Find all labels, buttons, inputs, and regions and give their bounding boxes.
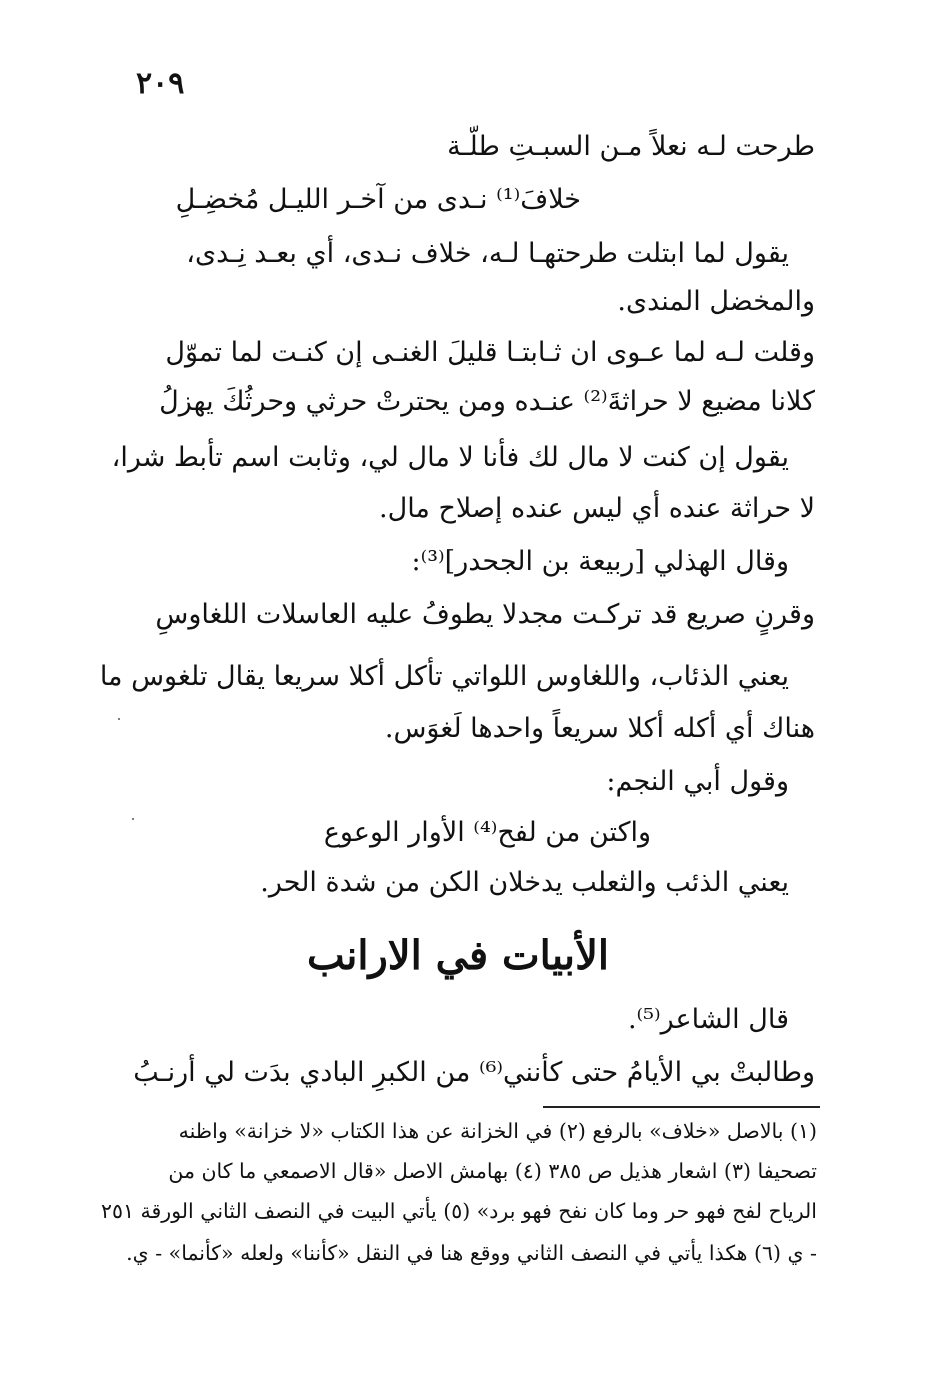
prose-line: يعني الذئاب، واللغاوس اللواتي تأكل أكلا سريعا يقال تلغوس ما	[99, 661, 789, 692]
prose-line: يقول لما ابتلت طرحتهـا لـه، خلاف نـدى، أي بعـد نِـدى،	[186, 238, 789, 269]
verse-line: وقرنٍ صريع قد تركـت مجدلا يطوفُ عليه العاسلات اللغاوسِ	[155, 599, 815, 630]
prose-line: لا حراثة عنده أي ليس عنده إصلاح مال.	[379, 493, 815, 524]
footnote-line: تصحيفا (٣) اشعار هذيل ص ٣٨٥ (٤) بهامش الاصل «قال الاصمعي ما كان من	[168, 1159, 817, 1183]
verse-line: كلانا مضيع لا حراثةَ⁽²⁾ عنـده ومن يحترتْ حرثي وحرثُكَ يهزلُ	[159, 386, 815, 417]
footnote-line: - ي (٦) هكذا يأتي في النصف الثاني ووقع هنا في النقل «كأننا» ولعله «كأنما» - ي.	[126, 1241, 817, 1265]
prose-line: قال الشاعر⁽⁵⁾.	[627, 1004, 789, 1035]
footnote-line: (١) بالاصل «خلاف» بالرفع (٢) في الخزانة عن هذا الكتاب «لا خزانة» واظنه	[178, 1119, 817, 1143]
verse-line: وقلت لـه لما عـوى ان ثـابتـا قليلَ الغنـى إن كنـت لما تموّل	[165, 337, 815, 368]
prose-line: وقول أبي النجم:	[606, 766, 789, 797]
prose-line: والمخضل المندى.	[617, 286, 815, 317]
verse-line: خلافَ⁽¹⁾ نـدى من آخـر الليـل مُخضِـلِ	[175, 184, 581, 215]
page-number: ٢٠٩	[136, 66, 185, 101]
verse-line: طرحت لـه نعلاً مـن السبـتِ طلّـة	[447, 131, 815, 162]
section-heading: الأبيات في الارانب	[306, 932, 609, 979]
prose-line: يعني الذئب والثعلب يدخلان الكن من شدة الحر.	[260, 867, 789, 898]
prose-line: يقول إن كنت لا مال لك فأنا لا مال لي، وثابت اسم تأبط شرا،	[111, 442, 789, 473]
verse-line: واكتن من لفح⁽⁴⁾ الأوار الوعوع	[323, 817, 651, 848]
footnote-line: الرياح لفح فهو حر وما كان نفح فهو برد» (٥) يأتي البيت في النصف الثاني الورقة ٢٥١	[100, 1199, 817, 1223]
prose-line: هناك أي أكله أكلا سريعاً واحدها لَغوَس.	[384, 713, 815, 744]
scan-speck	[118, 718, 120, 720]
scan-speck	[132, 818, 134, 820]
verse-line: وطالبتْ بي الأيامُ حتى كأنني⁽⁶⁾ من الكبرِ البادي بدَت لي أرنـبُ	[133, 1057, 815, 1088]
footnote-separator	[543, 1106, 820, 1108]
prose-line: وقال الهذلي [ربيعة بن الجحدر]⁽³⁾:	[411, 546, 789, 577]
